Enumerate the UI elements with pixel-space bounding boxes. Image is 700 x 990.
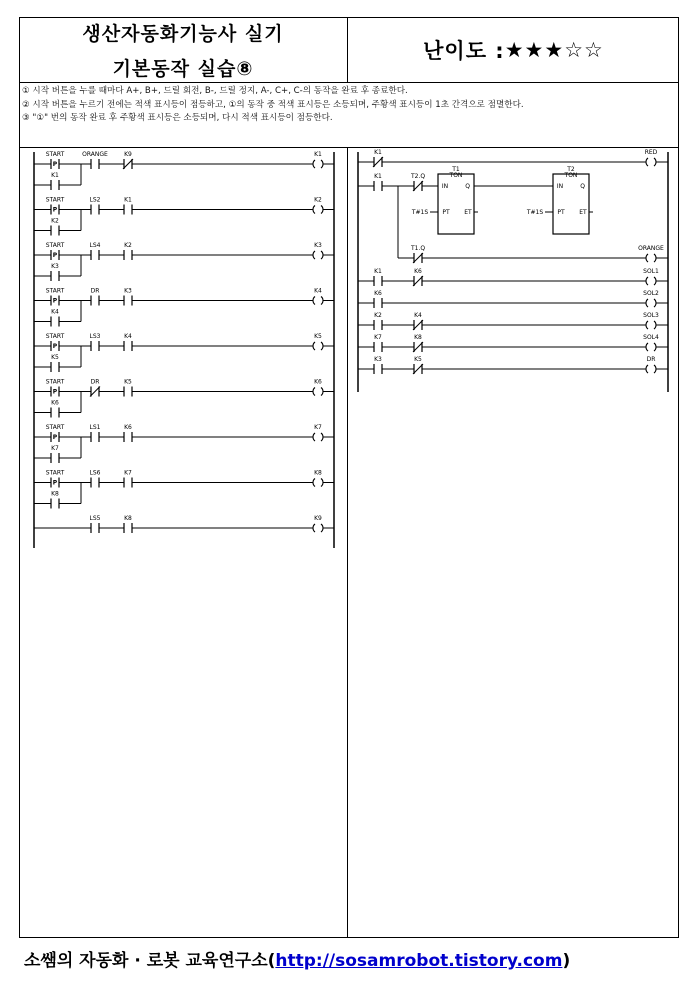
left-rung-6-c1-p: P — [52, 388, 58, 396]
left-rung-7-coil-arc-l — [313, 433, 315, 441]
left-rung-2-coil-arc-l — [313, 206, 315, 214]
left-rung-5-coil-arc-l — [313, 342, 315, 350]
timer-t2-pt: PT — [557, 209, 565, 216]
orange-coil-arc-l — [646, 254, 648, 262]
left-rung-4-c2-label: DR — [90, 287, 100, 295]
left-rung-3-coil-label: K3 — [314, 242, 322, 249]
left-rung-2-coil-label: K2 — [314, 196, 322, 204]
left-rung-9-coil-arc-l — [313, 524, 315, 532]
left-rung-5-c2-label: LS3 — [89, 333, 101, 340]
orange-coil-label: ORANGE — [638, 245, 664, 252]
left-rung-6-c3-label: K5 — [124, 378, 132, 386]
left-rung-2-c2-label: LS2 — [89, 196, 101, 204]
note-1: ① 시작 버튼을 누를 때마다 A+, B+, 드릴 회전, B-, 드릴 정지, A-, C+, C-의 동작을 완료 후 종료한다. — [22, 86, 408, 96]
sol-rung-3-b-label: K4 — [414, 312, 422, 319]
sol-rung-4-coil-arc-r — [654, 343, 656, 351]
left-rung-1-coil-arc-l — [313, 160, 315, 168]
left-rung-1-c1-p: P — [52, 161, 58, 169]
footer-text: 소쌤의 자동화 · 로봇 교육연구소( — [24, 951, 276, 971]
sol-rung-5-b-label: K5 — [414, 356, 422, 363]
left-rung-4-coil-arc-r — [321, 297, 323, 305]
left-rung-6-coil-arc-l — [313, 388, 315, 396]
left-rung-5-coil-arc-r — [321, 342, 323, 350]
difficulty-stars: ★★★☆☆ — [504, 37, 604, 62]
sol-rung-5-coil-arc-l — [646, 365, 648, 373]
left-rung-8-c3-label: K7 — [124, 469, 132, 477]
sol-rung-2-coil-label: SOL2 — [643, 290, 659, 297]
sol-rung-1-a-label: K1 — [374, 268, 382, 275]
left-rung-1-hold-label: K1 — [51, 172, 59, 179]
timer-t2-et: ET — [579, 209, 587, 216]
left-rung-7-coil-arc-r — [321, 433, 323, 441]
timer-t1-q: Q — [465, 183, 470, 190]
left-rung-1-c1-label: START — [45, 151, 65, 158]
sol-rung-4-coil-label: SOL4 — [643, 334, 659, 341]
sol-rung-4-coil-arc-l — [646, 343, 648, 351]
sol-rung-3-coil-label: SOL3 — [643, 312, 659, 319]
timer-t2-type: TON — [564, 172, 578, 179]
left-rung-3-coil-arc-l — [313, 251, 315, 259]
left-rung-3-hold-label: K3 — [51, 263, 59, 270]
left-rung-9-c3-label: K8 — [124, 515, 132, 522]
left-rung-6-coil-label: K6 — [314, 378, 322, 386]
timer-t1-pt: PT — [442, 209, 450, 216]
sol-rung-1-b-label: K6 — [414, 268, 422, 275]
tmr-k1-label: K1 — [374, 173, 382, 180]
left-rung-3-c2-label: LS4 — [89, 242, 101, 249]
sol-rung-2-coil-arc-l — [646, 299, 648, 307]
left-rung-3-c3-label: K2 — [124, 242, 132, 249]
left-rung-7-c2-label: LS1 — [89, 424, 101, 431]
sol-rung-3-a-label: K2 — [374, 312, 382, 319]
left-rung-2-c1-label: START — [45, 196, 65, 204]
difficulty-label: 난이도 : — [423, 38, 505, 63]
left-rung-2-c3-label: K1 — [124, 196, 132, 204]
footer-close: ) — [562, 951, 571, 971]
timer-t1-type: TON — [449, 172, 463, 179]
timer-t1-et: ET — [464, 209, 472, 216]
timer-t2-ptval: T#1S — [526, 209, 544, 216]
left-rung-3-coil-arc-r — [321, 251, 323, 259]
sol-rung-1-coil-arc-l — [646, 277, 648, 285]
left-rung-1-c2-label: ORANGE — [82, 151, 108, 158]
footer-link[interactable]: http://sosamrobot.tistory.com — [275, 951, 563, 971]
left-rung-8-c1-label: START — [45, 469, 65, 477]
sol-rung-4-b-label: K8 — [414, 334, 422, 341]
left-rung-7-c1-p: P — [52, 434, 58, 442]
sol-rung-1-coil-arc-r — [654, 277, 656, 285]
note-2: ② 시작 버튼을 누르기 전에는 적색 표시등이 점등하고, ①의 동작 중 적색 표시등은 소등되며, 주황색 표시등이 1초 간격으로 점멸한다. — [22, 99, 524, 110]
left-rung-3-c1-label: START — [45, 242, 65, 249]
red-coil-arc-r — [654, 158, 656, 166]
sol-rung-3-coil-arc-r — [654, 321, 656, 329]
left-rung-8-c1-p: P — [52, 479, 58, 487]
left-rung-7-c1-label: START — [45, 424, 65, 431]
left-rung-9-coil-label: K9 — [314, 515, 322, 522]
left-rung-2-hold-label: K2 — [51, 217, 59, 225]
left-rung-8-coil-label: K8 — [314, 469, 322, 477]
left-rung-4-c1-p: P — [52, 297, 58, 305]
left-rung-4-hold-label: K4 — [51, 308, 59, 316]
red-coil-arc-l — [646, 158, 648, 166]
timer-t2-name: T2 — [567, 166, 575, 173]
left-rung-8-coil-arc-r — [321, 479, 323, 487]
title-line-1: 생산자동화기능사 실기 — [82, 23, 284, 45]
orange-t1q-label: T1.Q — [410, 245, 426, 252]
orange-coil-arc-r — [654, 254, 656, 262]
left-rung-1-coil-arc-r — [321, 160, 323, 168]
left-rung-3-c1-p: P — [52, 252, 58, 260]
left-rung-5-c1-label: START — [45, 333, 65, 340]
note-3: ③ "①" 번의 동작 완료 후 주황색 표시등은 소등되며, 다시 적색 표시등이 점등한다. — [22, 113, 333, 123]
left-rung-6-hold-label: K6 — [51, 399, 59, 407]
left-rung-5-c1-p: P — [52, 343, 58, 351]
timer-t2-in: IN — [556, 183, 564, 190]
left-rung-9-coil-arc-r — [321, 524, 323, 532]
left-rung-8-hold-label: K8 — [51, 490, 59, 498]
timer-t1-ptval: T#1S — [411, 209, 429, 216]
footer — [24, 946, 570, 971]
sol-rung-2-coil-arc-r — [654, 299, 656, 307]
sol-rung-3-coil-arc-l — [646, 321, 648, 329]
left-rung-5-hold-label: K5 — [51, 354, 59, 361]
sol-rung-5-coil-label: DR — [646, 356, 656, 363]
sol-rung-2-a-label: K6 — [374, 290, 382, 297]
left-rung-9-c2-label: LS5 — [89, 515, 101, 522]
left-rung-6-coil-arc-r — [321, 388, 323, 396]
left-rung-5-c3-label: K4 — [124, 333, 132, 340]
left-rung-4-c3-label: K3 — [124, 287, 132, 295]
sol-rung-5-coil-arc-r — [654, 365, 656, 373]
left-rung-4-coil-arc-l — [313, 297, 315, 305]
left-rung-7-coil-label: K7 — [314, 424, 322, 431]
timer-t1-name: T1 — [452, 166, 460, 173]
left-rung-6-c1-label: START — [45, 378, 65, 386]
sol-rung-1-coil-label: SOL1 — [643, 268, 659, 275]
left-rung-2-c1-p: P — [52, 206, 58, 214]
tmr-t2q-label: T2.Q — [410, 173, 426, 180]
sol-rung-5-a-label: K3 — [374, 356, 382, 363]
title-line-2: 기본동작 실습⑧ — [112, 58, 254, 80]
left-rung-2-coil-arc-r — [321, 206, 323, 214]
left-rung-1-coil-label: K1 — [314, 151, 322, 158]
timer-t2-q: Q — [580, 183, 585, 190]
red-k1-label: K1 — [374, 149, 382, 156]
sol-rung-4-a-label: K7 — [374, 334, 382, 341]
left-rung-8-c2-label: LS6 — [89, 469, 101, 477]
left-rung-6-c2-label: DR — [90, 378, 100, 386]
left-rung-1-c3-label: K9 — [124, 151, 132, 158]
timer-t1-in: IN — [441, 183, 449, 190]
left-rung-7-c3-label: K6 — [124, 424, 132, 431]
left-rung-7-hold-label: K7 — [51, 445, 59, 452]
left-rung-4-coil-label: K4 — [314, 287, 322, 295]
left-rung-4-c1-label: START — [45, 287, 65, 295]
left-rung-5-coil-label: K5 — [314, 333, 322, 340]
red-coil-label: RED — [644, 149, 658, 156]
left-rung-8-coil-arc-l — [313, 479, 315, 487]
